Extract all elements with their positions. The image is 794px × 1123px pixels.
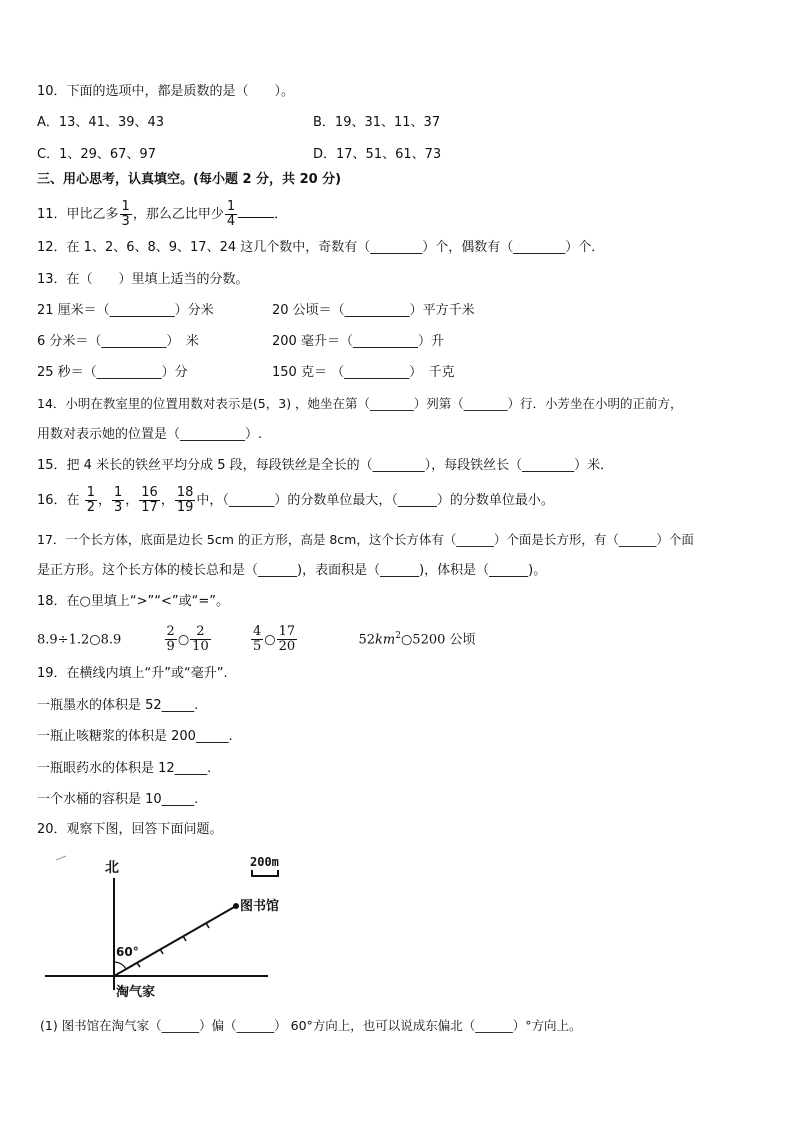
q13-row2-b: 200 毫升＝（__________）升 xyxy=(272,334,444,349)
q13-stem: 13．在（ ）里填上适当的分数。 xyxy=(37,272,249,287)
arrow-tick xyxy=(137,963,140,967)
q11-answer-blank xyxy=(238,217,274,218)
q18-e3-frac-1 xyxy=(251,625,263,654)
q16-sep-1: ， xyxy=(97,493,111,508)
q11-text-3: ． xyxy=(274,207,288,222)
q10-option-a: A．13、41、39、43 xyxy=(37,115,165,130)
q16-fraction-4 xyxy=(175,486,196,515)
q17-line1: 17．一个长方体，底面是边长 5cm 的正方形，高是 8cm，这个长方体有（______）个面是长方形，有（______）个面 xyxy=(37,532,694,547)
q18-e3-frac-2 xyxy=(277,625,298,654)
q19-item-b: 一瓶止咳糖浆的体积是 200_____. xyxy=(37,729,233,744)
q11-fraction-1 xyxy=(120,200,132,229)
q17-line2: 是正方形。这个长方体的棱长总和是（______)，表面积是（______)，体积是（______)。 xyxy=(37,563,547,578)
q18-e2-circle: ○ xyxy=(177,632,190,648)
q16-f1-numerator: 1 xyxy=(86,485,95,500)
q18-e3-f1-den: 5 xyxy=(253,639,262,655)
q19-stem: 19．在横线内填上“升”或“毫升”. xyxy=(37,666,228,681)
q18-e2-f1-den: 9 xyxy=(166,639,175,655)
q16-sep-3: ， xyxy=(160,493,174,508)
q16-f2-numerator: 1 xyxy=(113,485,123,500)
home-label: 淘气家 xyxy=(116,985,156,1000)
q18-e3-f2-num: 17 xyxy=(278,624,296,640)
q18-e4-number: 52 xyxy=(358,632,375,648)
q20-sub1: (1) 图书馆在淘气家（______）偏（______） 60°方向上，也可以说成东偏北（______）°方向上。 xyxy=(40,1018,582,1033)
q18-e3-circle: ○ xyxy=(264,632,276,648)
scale-label: 200m xyxy=(250,855,279,869)
q10-option-c: C．1、29、67、97 xyxy=(37,147,156,162)
angle-label: 60° xyxy=(116,945,139,959)
q14-line2: 用数对表示她的位置是（__________）. xyxy=(37,427,263,442)
q10-option-b: B．19、31、11、37 xyxy=(313,115,441,130)
q18-stem: 18．在○里填上“>”“<”或“=”。 xyxy=(37,594,229,609)
q16-f3-numerator: 16 xyxy=(141,485,158,500)
q14-line1: 14．小明在教室里的位置用数对表示是(5，3) ，她坐在第（_______）列第（_______）行．小芳坐在小明的正前方， xyxy=(37,396,683,411)
q19-item-d: 一个水桶的容积是 10_____. xyxy=(37,792,199,807)
q16-fraction-1 xyxy=(85,486,97,515)
q18-e2-f2-den: 10 xyxy=(192,639,209,655)
q10-option-d: D．17、51、61、73 xyxy=(313,147,442,162)
q20-stem: 20．观察下图，回答下面问题。 xyxy=(37,822,223,837)
q18-e3-f1-num: 4 xyxy=(253,624,262,640)
q18-e2-frac-1 xyxy=(165,625,177,654)
direction-arrow xyxy=(114,906,236,976)
q18-e2-f2-num: 2 xyxy=(190,625,211,640)
q16-text-1: 16．在 xyxy=(37,493,80,508)
q18-expr-row xyxy=(37,619,476,657)
q18-e2-frac-2 xyxy=(190,625,211,654)
q16-f4-denominator: 19 xyxy=(176,500,194,515)
q15: 15．把 4 米长的铁丝平均分成 5 段，每段铁丝是全长的（________），每段铁丝长（________）米． xyxy=(37,458,614,473)
q13-row1-b: 20 公顷＝（__________）平方千米 xyxy=(272,303,475,318)
q16-fraction-2 xyxy=(112,486,124,515)
angle-arc xyxy=(114,962,126,969)
q19-item-c: 一瓶眼药水的体积是 12_____. xyxy=(37,761,212,776)
q13-row2-a: 6 分米＝（__________） 米 xyxy=(37,334,199,349)
library-point xyxy=(233,903,239,909)
q13-row3-b: 150 克＝ （__________） 千克 xyxy=(272,365,455,380)
q18-e4-unit: km xyxy=(375,632,396,648)
q11-f1-numerator: 1 xyxy=(121,199,130,214)
q19-item-a: 一瓶墨水的体积是 52_____. xyxy=(37,698,199,713)
arrow-tick xyxy=(206,923,209,928)
q16-f4-numerator: 18 xyxy=(176,485,194,500)
q18-e4-rest: ○5200 公顷 xyxy=(400,632,476,648)
arrow-tick xyxy=(183,936,186,941)
q16 xyxy=(37,484,554,518)
section-heading: 三、用心思考，认真填空。(每小题 2 分，共 20 分) xyxy=(37,172,342,187)
q11-text-2: ，那么乙比甲少 xyxy=(132,207,224,222)
q11-f2-numerator: 1 xyxy=(226,199,236,214)
library-label: 图书馆 xyxy=(240,899,280,914)
q18-expr-1: 8.9÷1.2○8.9 xyxy=(37,632,122,648)
q11-f1-denominator: 3 xyxy=(121,214,130,229)
q11-fraction-2 xyxy=(225,200,237,229)
q10-stem: 10．下面的选项中，都是质数的是（ ）。 xyxy=(37,84,295,99)
q16-f2-denominator: 3 xyxy=(113,500,123,515)
q12: 12．在 1、2、6、8、9、17、24 这几个数中，奇数有（________）个，偶数有（________）个． xyxy=(37,240,605,255)
north-label: 北 xyxy=(105,860,119,876)
direction-diagram xyxy=(40,850,310,1010)
q11-text-1: 11．甲比乙多 xyxy=(37,207,119,222)
q18-e2-f1-num: 2 xyxy=(166,624,175,640)
q16-fraction-3 xyxy=(139,486,160,515)
q18-e4-exponent: 2 xyxy=(395,631,401,641)
q13-row1-a: 21 厘米＝（__________）分米 xyxy=(37,303,214,318)
q16-f3-denominator: 17 xyxy=(141,500,158,515)
stray-mark xyxy=(56,856,66,860)
q13-row3-a: 25 秒＝（__________）分 xyxy=(37,365,188,380)
q11 xyxy=(37,200,287,229)
q16-f1-denominator: 2 xyxy=(86,500,95,515)
q16-sep-2: ， xyxy=(125,493,139,508)
q18-e3-f2-den: 20 xyxy=(278,639,296,655)
q11-f2-denominator: 4 xyxy=(226,214,236,229)
q16-text-2: 中，（_______）的分数单位最大，（______）的分数单位最小。 xyxy=(196,493,554,508)
